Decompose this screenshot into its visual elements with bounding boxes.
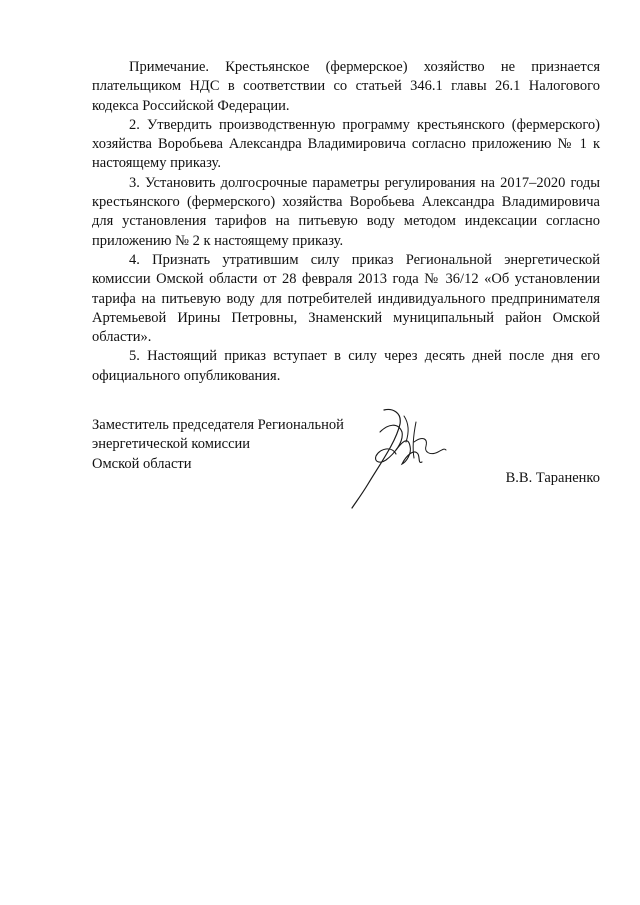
signatory-title-line-1: Заместитель председателя Региональной (92, 417, 344, 433)
signatory-title-line-3: Омской области (92, 455, 192, 472)
document-body (92, 58, 600, 386)
signatory-name: В.В. Тараненко (505, 469, 600, 486)
item-3-paragraph: 3. Установить долгосрочные параметры регулирования на 2017–2020 годы крестьянского (фермерского) хозяйства Воробьева Александра Владимировича для установления тарифов на питьевую воду методом индексации согласно приложению № 2 к настоящему приказу. (92, 174, 600, 249)
signature-block (92, 416, 600, 486)
signatory-title-line-2: энергетической комиссии (92, 436, 251, 453)
handwritten-signature (344, 402, 464, 512)
item-4-paragraph: 4. Признать утратившим силу приказ Региональной энергетической комиссии Омской области от 28 февраля 2013 года № 36/12 «Об установлении тарифа на питьевую воду для потребителей индивидуального предпринимателя Артемьевой Ирины Петровны, Знаменский муниципальный район Омской области». (92, 251, 600, 346)
item-2-paragraph: 2. Утвердить производственную программу крестьянского (фермерского) хозяйства Воробьева Александра Владимировича согласно приложению № 1 к настоящему приказу. (92, 116, 600, 172)
item-5-paragraph: 5. Настоящий приказ вступает в силу через десять дней после дня его официального опубликования. (92, 348, 600, 384)
note-paragraph: Примечание. Крестьянское (фермерское) хозяйство не признается плательщиком НДС в соответствии со статьей 346.1 главы 26.1 Налогового кодекса Российской Федерации. (92, 59, 600, 114)
